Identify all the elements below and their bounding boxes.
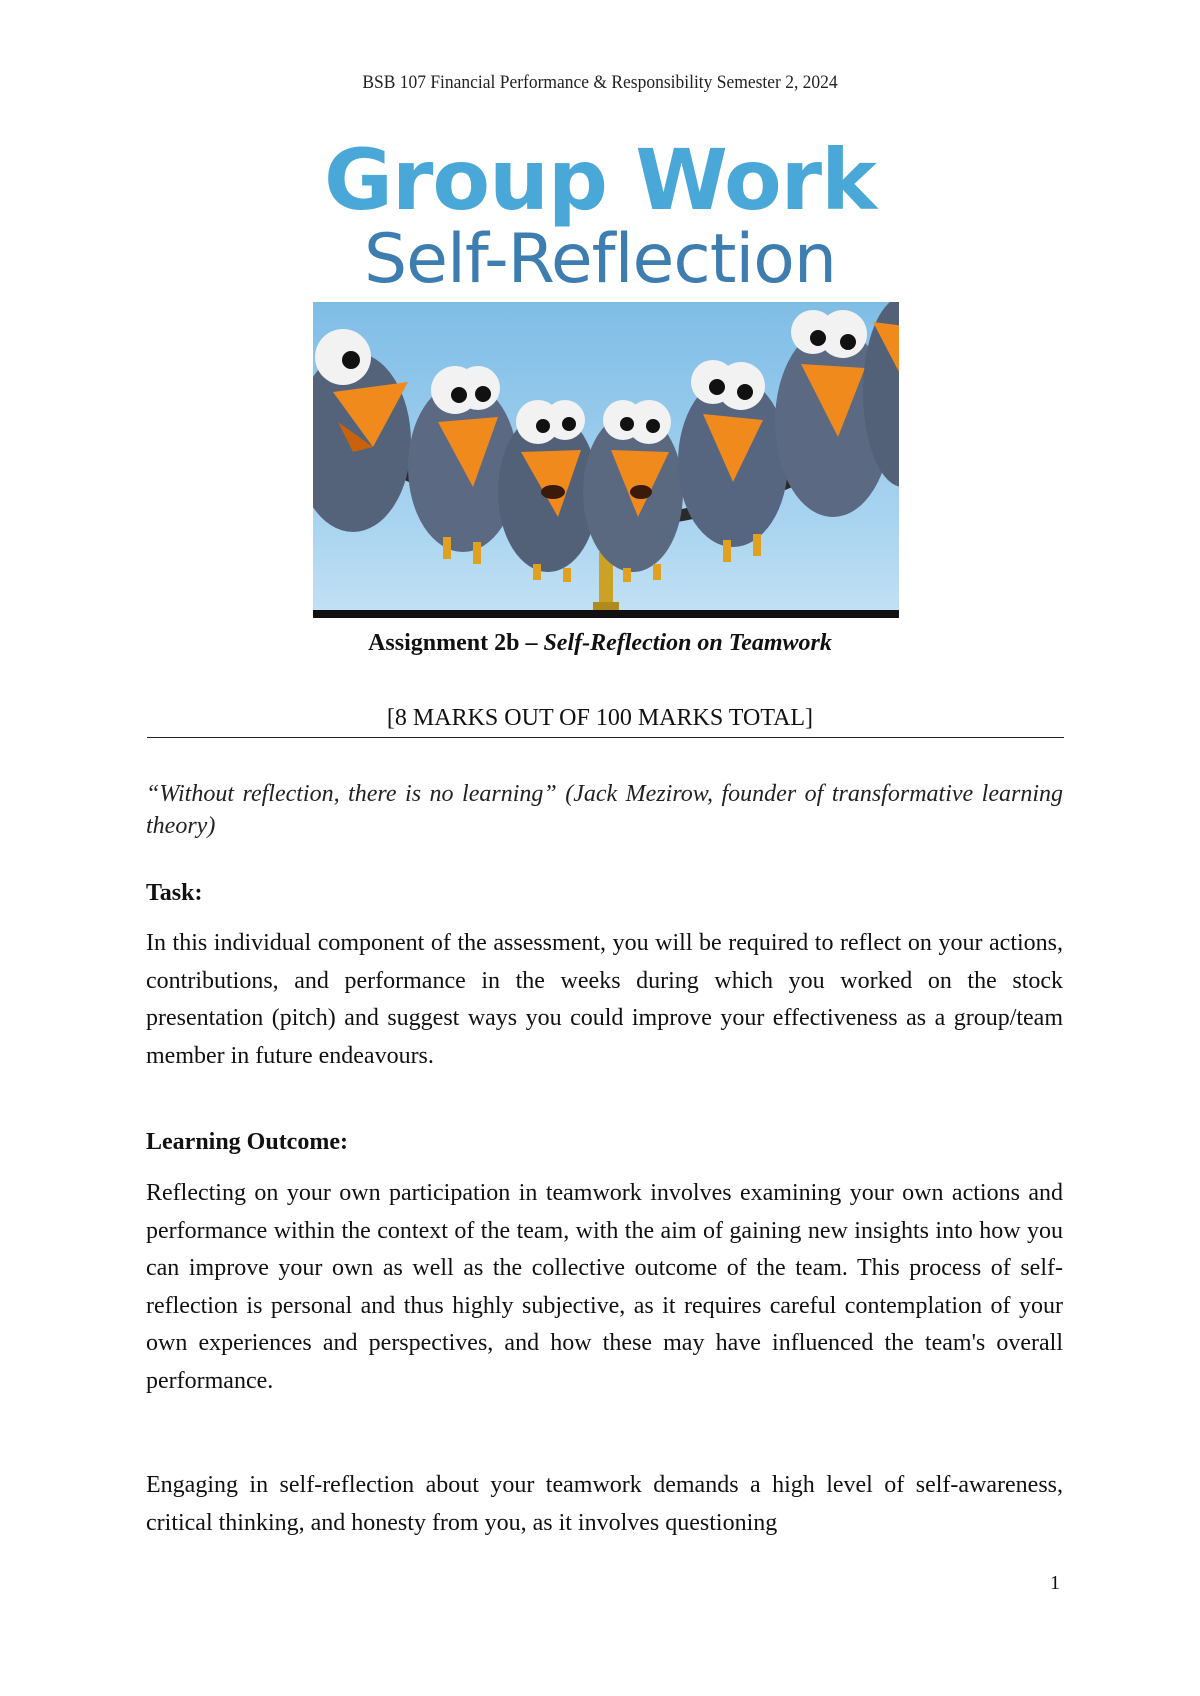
birds-illustration-svg [313,302,899,618]
bird-2 [408,366,518,552]
bird-1 [313,329,411,532]
bird-4 [583,400,683,572]
marks-line: [8 MARKS OUT OF 100 MARKS TOTAL] [386,705,814,731]
assignment-title-italic: Self-Reflection on Teamwork [543,630,832,656]
bird-5 [678,360,788,547]
banner-title-line1: Group Work [324,131,876,229]
page-number: 1 [1050,1572,1060,1594]
learning-outcome-paragraph-1: Reflecting on your own participation in teamwork involves examining your own actions and performance within the context of the team, with the aim of gaining new insights into how you can improve your own as well as the collective outcome of the team. This process of self-reflection is personal and thus highly subjective, as it requires careful contemplation of your own experiences and perspectives, and how these may have influenced the team's overall performance. [146,1180,1063,1394]
quote-paragraph: “Without reflection, there is no learning” (Jack Mezirow, founder of transformative learning theory) [146,781,1063,839]
assignment-title [0,630,1200,657]
assignment-title-prefix: Assignment 2b – [368,630,544,656]
banner-title-line2: Self-Reflection [364,220,836,299]
bird-3 [498,400,598,572]
page-header: BSB 107 Financial Performance & Responsibility Semester 2, 2024 [362,72,838,93]
birds-on-wire-image [313,302,899,618]
learning-outcome-heading: Learning Outcome: [146,1129,348,1155]
banner-title [0,131,1200,299]
task-paragraph: In this individual component of the assessment, you will be required to reflect on your actions, contributions, and performance in the weeks during which you worked on the stock presentation (pitch) and suggest ways you could improve your effectiveness as a group/team member in future endeavours. [146,930,1063,1069]
divider-rule [147,737,1064,738]
learning-outcome-paragraph-2: Engaging in self-reflection about your teamwork demands a high level of self-awareness, critical thinking, and honesty from you, as it involves questioning [146,1472,1063,1536]
task-heading: Task: [146,880,203,906]
